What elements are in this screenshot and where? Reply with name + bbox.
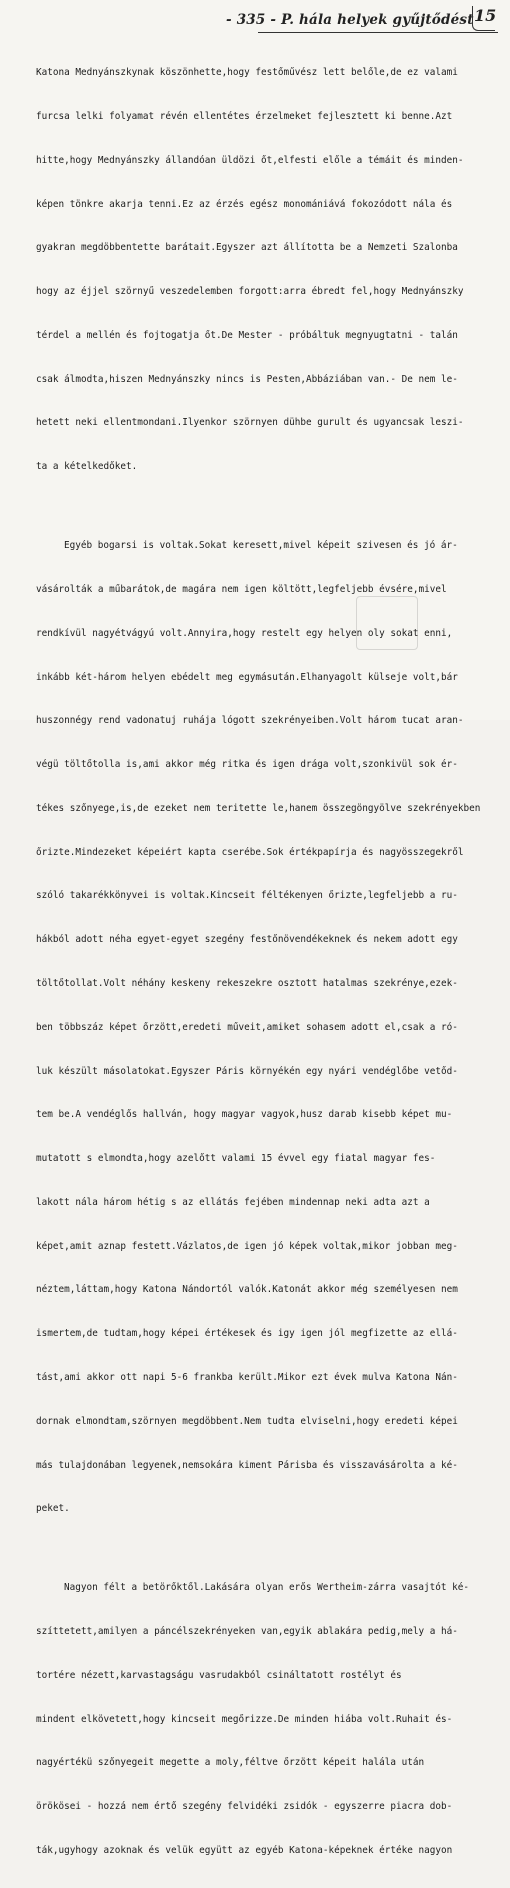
- text-line: Katona Mednyánszkynak köszönhette,hogy festőművész lett belőle,de ez valami: [36, 67, 458, 79]
- text-line: nagyértékü szőnyegeit megette a moly,féltve őrzött képeit halála után: [36, 1757, 425, 1769]
- archive-stamp-watermark: [356, 596, 418, 650]
- handwritten-header-note: - 335 - P. hála helyek gyűjtődést: [226, 12, 474, 28]
- text-line: töltőtollat.Volt néhány keskeny rekeszekre osztott hatalmas szekrénye,ezek-: [36, 978, 458, 989]
- text-line: inkább két-három helyen ebédelt meg egymásután.Elhanyagolt külseje volt,bár: [36, 671, 458, 683]
- text-line: furcsa lelki folyamat révén ellentétes érzelmeket fejlesztett ki benne.Azt: [36, 110, 453, 122]
- text-line: térdel a mellén és fojtogatja őt.De Mester - próbáltuk megnyugtatni - talán: [36, 329, 458, 341]
- text-line: örökösei - hozzá nem értő szegény felvidéki zsidók - egyszerre piacra dob-: [36, 1801, 453, 1813]
- text-line: néztem,láttam,hogy Katona Nándortól valók.Katonát akkor még személyesen nem: [36, 1284, 458, 1296]
- text-line: tást,ami akkor ott napi 5-6 frankba került.Mikor ezt évek mulva Katona Nán-: [36, 1372, 458, 1384]
- paragraph-gap: [36, 504, 496, 510]
- page-number: 15: [474, 6, 497, 25]
- text-line: luk készült másolatokat.Egyszer Páris környékén egy nyári vendéglőbe vetőd-: [36, 1065, 458, 1077]
- text-line: peket.: [36, 1503, 70, 1515]
- paragraph-gap: [36, 1546, 496, 1552]
- text-line: vásárolták a műbarátok,de magára nem igen költött,legfeljebb évsére,mivel: [36, 583, 447, 595]
- text-line: más tulajdonában legyenek,nemsokára kiment Párisba és visszavásárolta a ké-: [36, 1459, 458, 1471]
- text-line: tem be.A vendéglős hallván, hogy magyar vagyok,husz darab kisebb képet mu-: [36, 1109, 453, 1121]
- text-line: Egyéb bogarsi is voltak.Sokat keresett,mivel képeit szivesen és jó ár-: [64, 540, 458, 552]
- text-line: lakott nála három hétig s az ellátás fejében mindennap neki adta azt a: [36, 1196, 430, 1208]
- text-line: képet,amit aznap festett.Vázlatos,de igen jó képek voltak,mikor jobban meg-: [36, 1240, 458, 1252]
- text-line: őrizte.Mindezeket képeiért kapta cserébe.Sok értékpapírja és nagyösszegekről: [36, 846, 464, 858]
- text-line: Nagyon félt a betörőktől.Lakására olyan erős Wertheim-zárra vasajtót ké-: [64, 1582, 470, 1594]
- header-underline: [258, 32, 498, 33]
- text-line: ta a kételkedőket.: [36, 461, 138, 473]
- text-line: szíttetett,amilyen a páncélszekrényeken van,egyik ablakára pedig,mely a há-: [36, 1626, 458, 1638]
- text-line: mutatott s elmondta,hogy azelőtt valami 15 évvel egy fiatal magyar fes-: [36, 1153, 436, 1165]
- text-line: huszonnégy rend vadonatuj ruhája lógott szekrényeiben.Volt három tucat aran-: [36, 715, 464, 727]
- text-line: hogy az éjjel szörnyű veszedelemben forgott:arra ébredt fel,hogy Mednyánszky: [36, 286, 464, 298]
- text-line: végü töltőtolla is,ami akkor még ritka és igen drága volt,szonkivül sok ér-: [36, 759, 458, 771]
- text-line: dornak elmondtam,szörnyen megdöbbent.Nem tudta elviselni,hogy eredeti képei: [36, 1415, 458, 1427]
- text-line: tortére nézett,karvastagságu vasrudakból csináltatott rostélyt és: [36, 1669, 402, 1681]
- text-line: hetett neki ellentmondani.Ilyenkor szörnyen dühbe gurult és ugyancsak leszi-: [36, 417, 464, 429]
- text-line: csak álmodta,hiszen Mednyánszky nincs is Pesten,Abbáziában van.- De nem le-: [36, 373, 458, 385]
- text-line: ták,ugyhogy azoknak és velük együtt az egyéb Katona-képeknek értéke nagyon: [36, 1845, 453, 1857]
- text-line: ismertem,de tudtam,hogy képei értékesek és igy igen jól megfizette az ellá-: [36, 1328, 458, 1340]
- text-line: rendkívül nagyétvágyú volt.Annyira,hogy restelt egy helyen oly sokat enni,: [36, 627, 453, 639]
- text-line: képen tönkre akarja tenni.Ez az érzés egész monomániává fokozódott nála és: [36, 198, 453, 210]
- text-line: tékes szőnyege,is,de ezeket nem teritette le,hanem összegöngyölve szekrényekben: [36, 802, 481, 814]
- text-line: ben többszáz képet őrzött,eredeti műveit,amiket sohasem adott el,csak a ró-: [36, 1021, 458, 1033]
- text-line: szóló takarékkönyvei is voltak.Kincseit féltékenyen őrizte,legfeljebb a ru-: [36, 890, 458, 902]
- text-line: mindent elkövetett,hogy kincseit megőrizze.De minden hiába volt.Ruhait és-: [36, 1713, 453, 1725]
- text-line: hákból adott néha egyet-egyet szegény festőnövendékeknek és nekem adott egy: [36, 934, 458, 946]
- text-line: hitte,hogy Mednyánszky állandóan üldözi őt,elfesti előle a témáit és minden-: [36, 154, 464, 166]
- text-line: gyakran megdöbbentette barátait.Egyszer azt állította be a Nemzeti Szalonba: [36, 242, 458, 254]
- typewritten-body: [36, 37, 496, 1888]
